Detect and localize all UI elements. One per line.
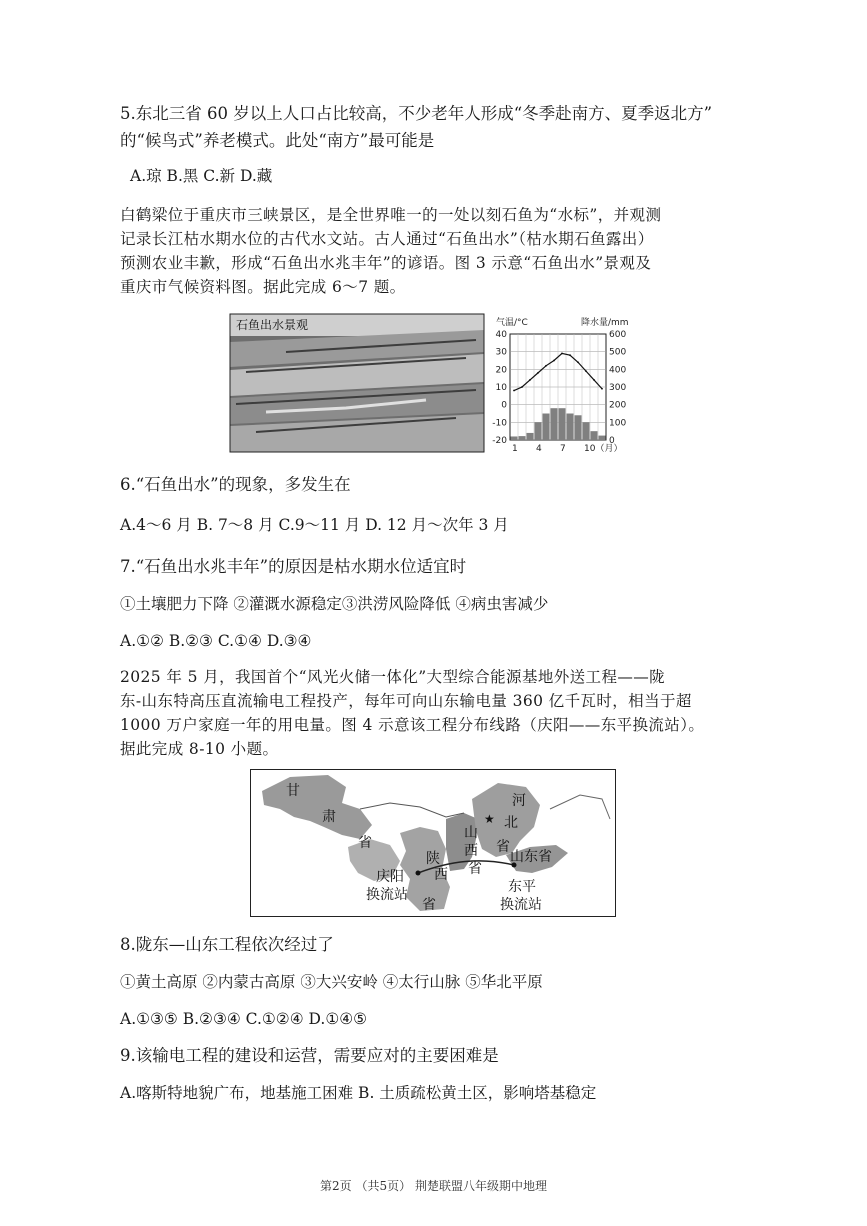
temp-tick-label: 40	[495, 330, 507, 340]
precip-bar	[543, 414, 550, 441]
temp-tick-label: 20	[495, 365, 507, 376]
material2-line-3: 1000 万户家庭一年的用电量。图 4 示意该工程分布线路（庆阳——东平换流站）。	[120, 716, 705, 734]
label-gansu-1: 甘	[286, 783, 300, 799]
temp-tick-label: -10	[492, 418, 507, 429]
q8-stem: 8.陇东—山东工程依次经过了	[120, 935, 334, 954]
label-shaanxi-3: 省	[422, 897, 436, 913]
temperature-point	[513, 390, 515, 392]
qingyang-station-marker	[416, 871, 421, 876]
label-dongping-name: 东平	[508, 879, 536, 895]
temp-tick-label: -20	[492, 436, 507, 446]
figure-4-map	[250, 769, 616, 917]
q7-options: A.①② B.②③ C.①④ D.③④	[120, 632, 312, 650]
temperature-point	[569, 354, 571, 356]
figure-3	[226, 312, 646, 455]
material1-line-1: 白鹤梁位于重庆市三峡景区，是全世界唯一的一处以刻石鱼为“水标”，并观测	[120, 206, 662, 224]
climate-chart	[492, 316, 628, 454]
precip-tick-label: 500	[609, 347, 627, 358]
precip-tick-label: 0	[609, 436, 615, 446]
label-gansu-2: 肃	[322, 809, 336, 825]
q8-options: A.①③⑤ B.②③④ C.①②④ D.①④⑤	[120, 1010, 368, 1028]
label-hebei-3: 省	[496, 839, 510, 855]
material1-line-2: 记录长江枯水期水位的古代水文站。古人通过“石鱼出水”（枯水期石鱼露出）	[120, 230, 654, 248]
q7-items: ①土壤肥力下降 ②灌溉水源稳定③洪涝风险降低 ④病虫害减少	[120, 595, 549, 613]
shiyu-photo	[230, 314, 484, 452]
precip-bar	[511, 436, 518, 440]
temp-axis-label: 气温/°C	[496, 318, 528, 328]
label-qingyang-station: 换流站	[366, 887, 408, 903]
q9-options-line: A.喀斯特地貌广布，地基施工困难 B. 土质疏松黄土区，影响塔基稳定	[120, 1084, 597, 1102]
month-tick-label: 10（月）	[584, 444, 623, 454]
label-shanxi-2: 西	[464, 843, 478, 859]
temperature-point	[545, 365, 547, 367]
photo-caption: 石鱼出水景观	[236, 318, 309, 332]
q7-stem: 7.“石鱼出水兆丰年”的原因是枯水期水位适宜时	[120, 557, 467, 576]
label-gansu-3: 省	[358, 835, 372, 851]
q6-stem: 6.“石鱼出水”的现象，多发生在	[120, 475, 351, 494]
material2-line-1: 2025 年 5 月，我国首个“风光火储一体化”大型综合能源基地外送工程——陇	[120, 668, 666, 686]
q5-stem-line-1: 5.东北三省 60 岁以上人口占比较高，不少老年人形成“冬季赴南方、夏季返北方”	[120, 104, 713, 123]
precip-bar	[519, 436, 526, 440]
q6-options: A.4～6 月 B. 7～8 月 C.9～11 月 D. 12 月～次年 3 月	[120, 516, 509, 534]
material1-line-4: 重庆市气候资料图。据此完成 6～7 题。	[120, 278, 406, 296]
precip-tick-label: 100	[609, 418, 627, 429]
precip-tick-label: 600	[609, 330, 627, 340]
temp-tick-label: 30	[495, 347, 507, 358]
q8-items: ①黄土高原 ②内蒙古高原 ③大兴安岭 ④太行山脉 ⑤华北平原	[120, 973, 543, 991]
temp-tick-label: 0	[501, 400, 507, 411]
precip-tick-label: 200	[609, 400, 627, 411]
q5-options: A.琼 B.黑 C.新 D.藏	[130, 167, 273, 185]
precip-tick-label: 300	[609, 383, 627, 393]
precip-bar	[567, 414, 574, 441]
label-shaanxi-2: 西	[434, 867, 448, 883]
label-hebei-2: 北	[504, 815, 518, 831]
label-hebei-1: 河	[512, 793, 526, 809]
temperature-point	[577, 361, 579, 363]
temperature-point	[537, 372, 539, 374]
temp-tick-label: 10	[495, 383, 507, 393]
material1-line-3: 预测农业丰歉，形成“石鱼出水兆丰年”的谚语。图 3 示意“石鱼出水”景观及	[120, 254, 652, 272]
month-tick-label: 7	[560, 444, 566, 454]
precip-bar	[527, 433, 534, 440]
precip-bar	[591, 431, 598, 440]
precip-bar	[583, 422, 590, 440]
label-shandong: 山东省	[510, 849, 552, 865]
temperature-point	[561, 353, 563, 355]
material2-line-4: 据此完成 8-10 小题。	[120, 740, 279, 758]
temperature-point	[593, 379, 595, 381]
temperature-point	[521, 386, 523, 388]
month-tick-label: 1	[512, 444, 518, 454]
temperature-point	[585, 370, 587, 372]
label-shanxi-1: 山	[464, 825, 478, 841]
temperature-point	[553, 360, 555, 362]
label-shanxi-3: 省	[468, 861, 482, 877]
precip-bar	[599, 436, 606, 440]
precip-bar	[559, 408, 566, 440]
precip-tick-label: 400	[609, 365, 627, 376]
month-tick-label: 4	[536, 444, 542, 454]
precip-bar	[575, 415, 582, 440]
precip-bar	[551, 408, 558, 440]
temperature-point	[601, 388, 603, 390]
temperature-point	[529, 379, 531, 381]
precip-axis-label: 降水量/mm	[581, 318, 629, 328]
q5-stem-line-2: 的“候鸟式”养老模式。此处“南方”最可能是	[120, 131, 435, 150]
label-shaanxi-1: 陕	[426, 851, 440, 867]
page-footer: 第2页 （共5页） 荆楚联盟八年级期中地理	[320, 1179, 547, 1193]
material2-line-2: 东-山东特高压直流输电工程投产，每年可向山东输电量 360 亿千瓦时，相当于超	[120, 692, 692, 710]
label-dongping-station: 换流站	[500, 897, 542, 913]
precip-bar	[535, 422, 542, 440]
label-qingyang-name: 庆阳	[376, 869, 404, 885]
q9-stem: 9.该输电工程的建设和运营，需要应对的主要困难是	[120, 1046, 499, 1065]
beijing-star-icon: ★	[484, 812, 495, 826]
